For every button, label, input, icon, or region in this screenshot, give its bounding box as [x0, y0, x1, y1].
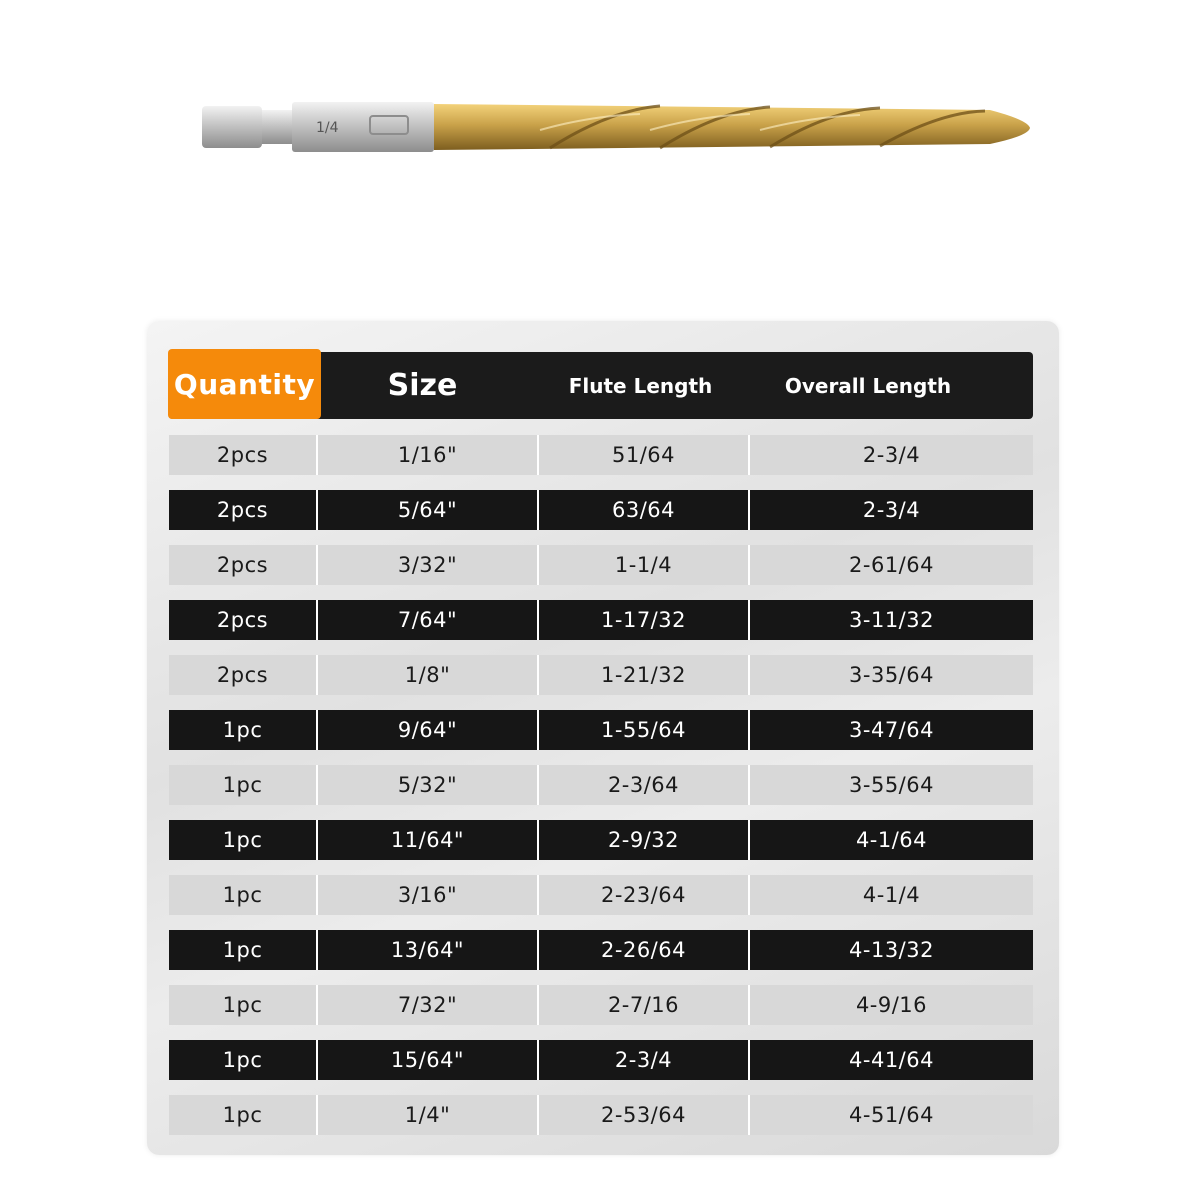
table-row	[169, 765, 1033, 805]
table-row	[169, 820, 1033, 860]
shank-body	[292, 102, 434, 152]
overall-length-cell: 3-47/64	[748, 710, 1033, 750]
header-overall-length: Overall Length	[784, 373, 952, 398]
table-row	[169, 655, 1033, 695]
table-row	[169, 1040, 1033, 1080]
quantity-cell: 1pc	[222, 718, 263, 742]
table-row	[169, 710, 1033, 750]
size-cell: 9/64"	[316, 710, 537, 750]
table-row	[169, 930, 1033, 970]
overall-length-cell: 4-9/16	[748, 985, 1033, 1025]
table-row	[169, 600, 1033, 640]
size-cell: 7/64"	[316, 600, 537, 640]
flute-length-cell: 1-55/64	[537, 710, 748, 750]
size-cell: 5/32"	[316, 765, 537, 805]
size-cell: 15/64"	[316, 1040, 537, 1080]
quantity-cell: 1pc	[222, 828, 263, 852]
quantity-cell: 2pcs	[216, 443, 269, 467]
flute-length-cell: 51/64	[537, 435, 748, 475]
overall-length-cell: 3-55/64	[748, 765, 1033, 805]
overall-length-cell: 2-61/64	[748, 545, 1033, 585]
flute-length-cell: 2-26/64	[537, 930, 748, 970]
table-row	[169, 875, 1033, 915]
fluted-bit-body	[434, 104, 1030, 150]
quantity-cell: 1pc	[222, 993, 263, 1017]
overall-length-cell: 2-3/4	[748, 435, 1033, 475]
header-flute-length: Flute Length	[568, 373, 713, 398]
overall-length-cell: 4-41/64	[748, 1040, 1033, 1080]
drill-bit-image	[190, 90, 1040, 170]
flute-length-cell: 1-1/4	[537, 545, 748, 585]
flute-length-cell: 2-53/64	[537, 1095, 748, 1135]
quantity-cell: 1pc	[222, 883, 263, 907]
quantity-cell: 2pcs	[216, 663, 269, 687]
header-quantity: Quantity	[168, 349, 321, 419]
header-size: Size	[387, 368, 458, 403]
size-cell: 7/32"	[316, 985, 537, 1025]
size-cell: 1/16"	[316, 435, 537, 475]
size-cell: 1/4"	[316, 1095, 537, 1135]
flute-length-cell: 63/64	[537, 490, 748, 530]
table-row	[169, 1095, 1033, 1135]
flute-length-cell: 2-9/32	[537, 820, 748, 860]
quantity-cell: 1pc	[222, 938, 263, 962]
table-row	[169, 985, 1033, 1025]
overall-length-cell: 4-1/4	[748, 875, 1033, 915]
table-row	[169, 490, 1033, 530]
hex-shank-end	[202, 106, 262, 148]
overall-length-cell: 3-11/32	[748, 600, 1033, 640]
quantity-cell: 2pcs	[216, 608, 269, 632]
overall-length-cell: 3-35/64	[748, 655, 1033, 695]
flute-length-cell: 1-21/32	[537, 655, 748, 695]
flute-length-cell: 1-17/32	[537, 600, 748, 640]
quantity-cell: 2pcs	[216, 498, 269, 522]
flute-length-cell: 2-23/64	[537, 875, 748, 915]
size-cell: 11/64"	[316, 820, 537, 860]
flute-length-cell: 2-3/64	[537, 765, 748, 805]
quantity-cell: 1pc	[222, 1048, 263, 1072]
quantity-cell: 1pc	[222, 773, 263, 797]
size-cell: 13/64"	[316, 930, 537, 970]
size-cell: 5/64"	[316, 490, 537, 530]
overall-length-cell: 2-3/4	[748, 490, 1033, 530]
table-row	[169, 545, 1033, 585]
shank-marking: 1/4	[316, 120, 339, 136]
quantity-cell: 1pc	[222, 1103, 263, 1127]
size-cell: 3/32"	[316, 545, 537, 585]
quantity-cell: 2pcs	[216, 553, 269, 577]
size-cell: 3/16"	[316, 875, 537, 915]
table-row	[169, 435, 1033, 475]
overall-length-cell: 4-51/64	[748, 1095, 1033, 1135]
overall-length-cell: 4-1/64	[748, 820, 1033, 860]
flute-length-cell: 2-3/4	[537, 1040, 748, 1080]
flute-length-cell: 2-7/16	[537, 985, 748, 1025]
overall-length-cell: 4-13/32	[748, 930, 1033, 970]
size-cell: 1/8"	[316, 655, 537, 695]
